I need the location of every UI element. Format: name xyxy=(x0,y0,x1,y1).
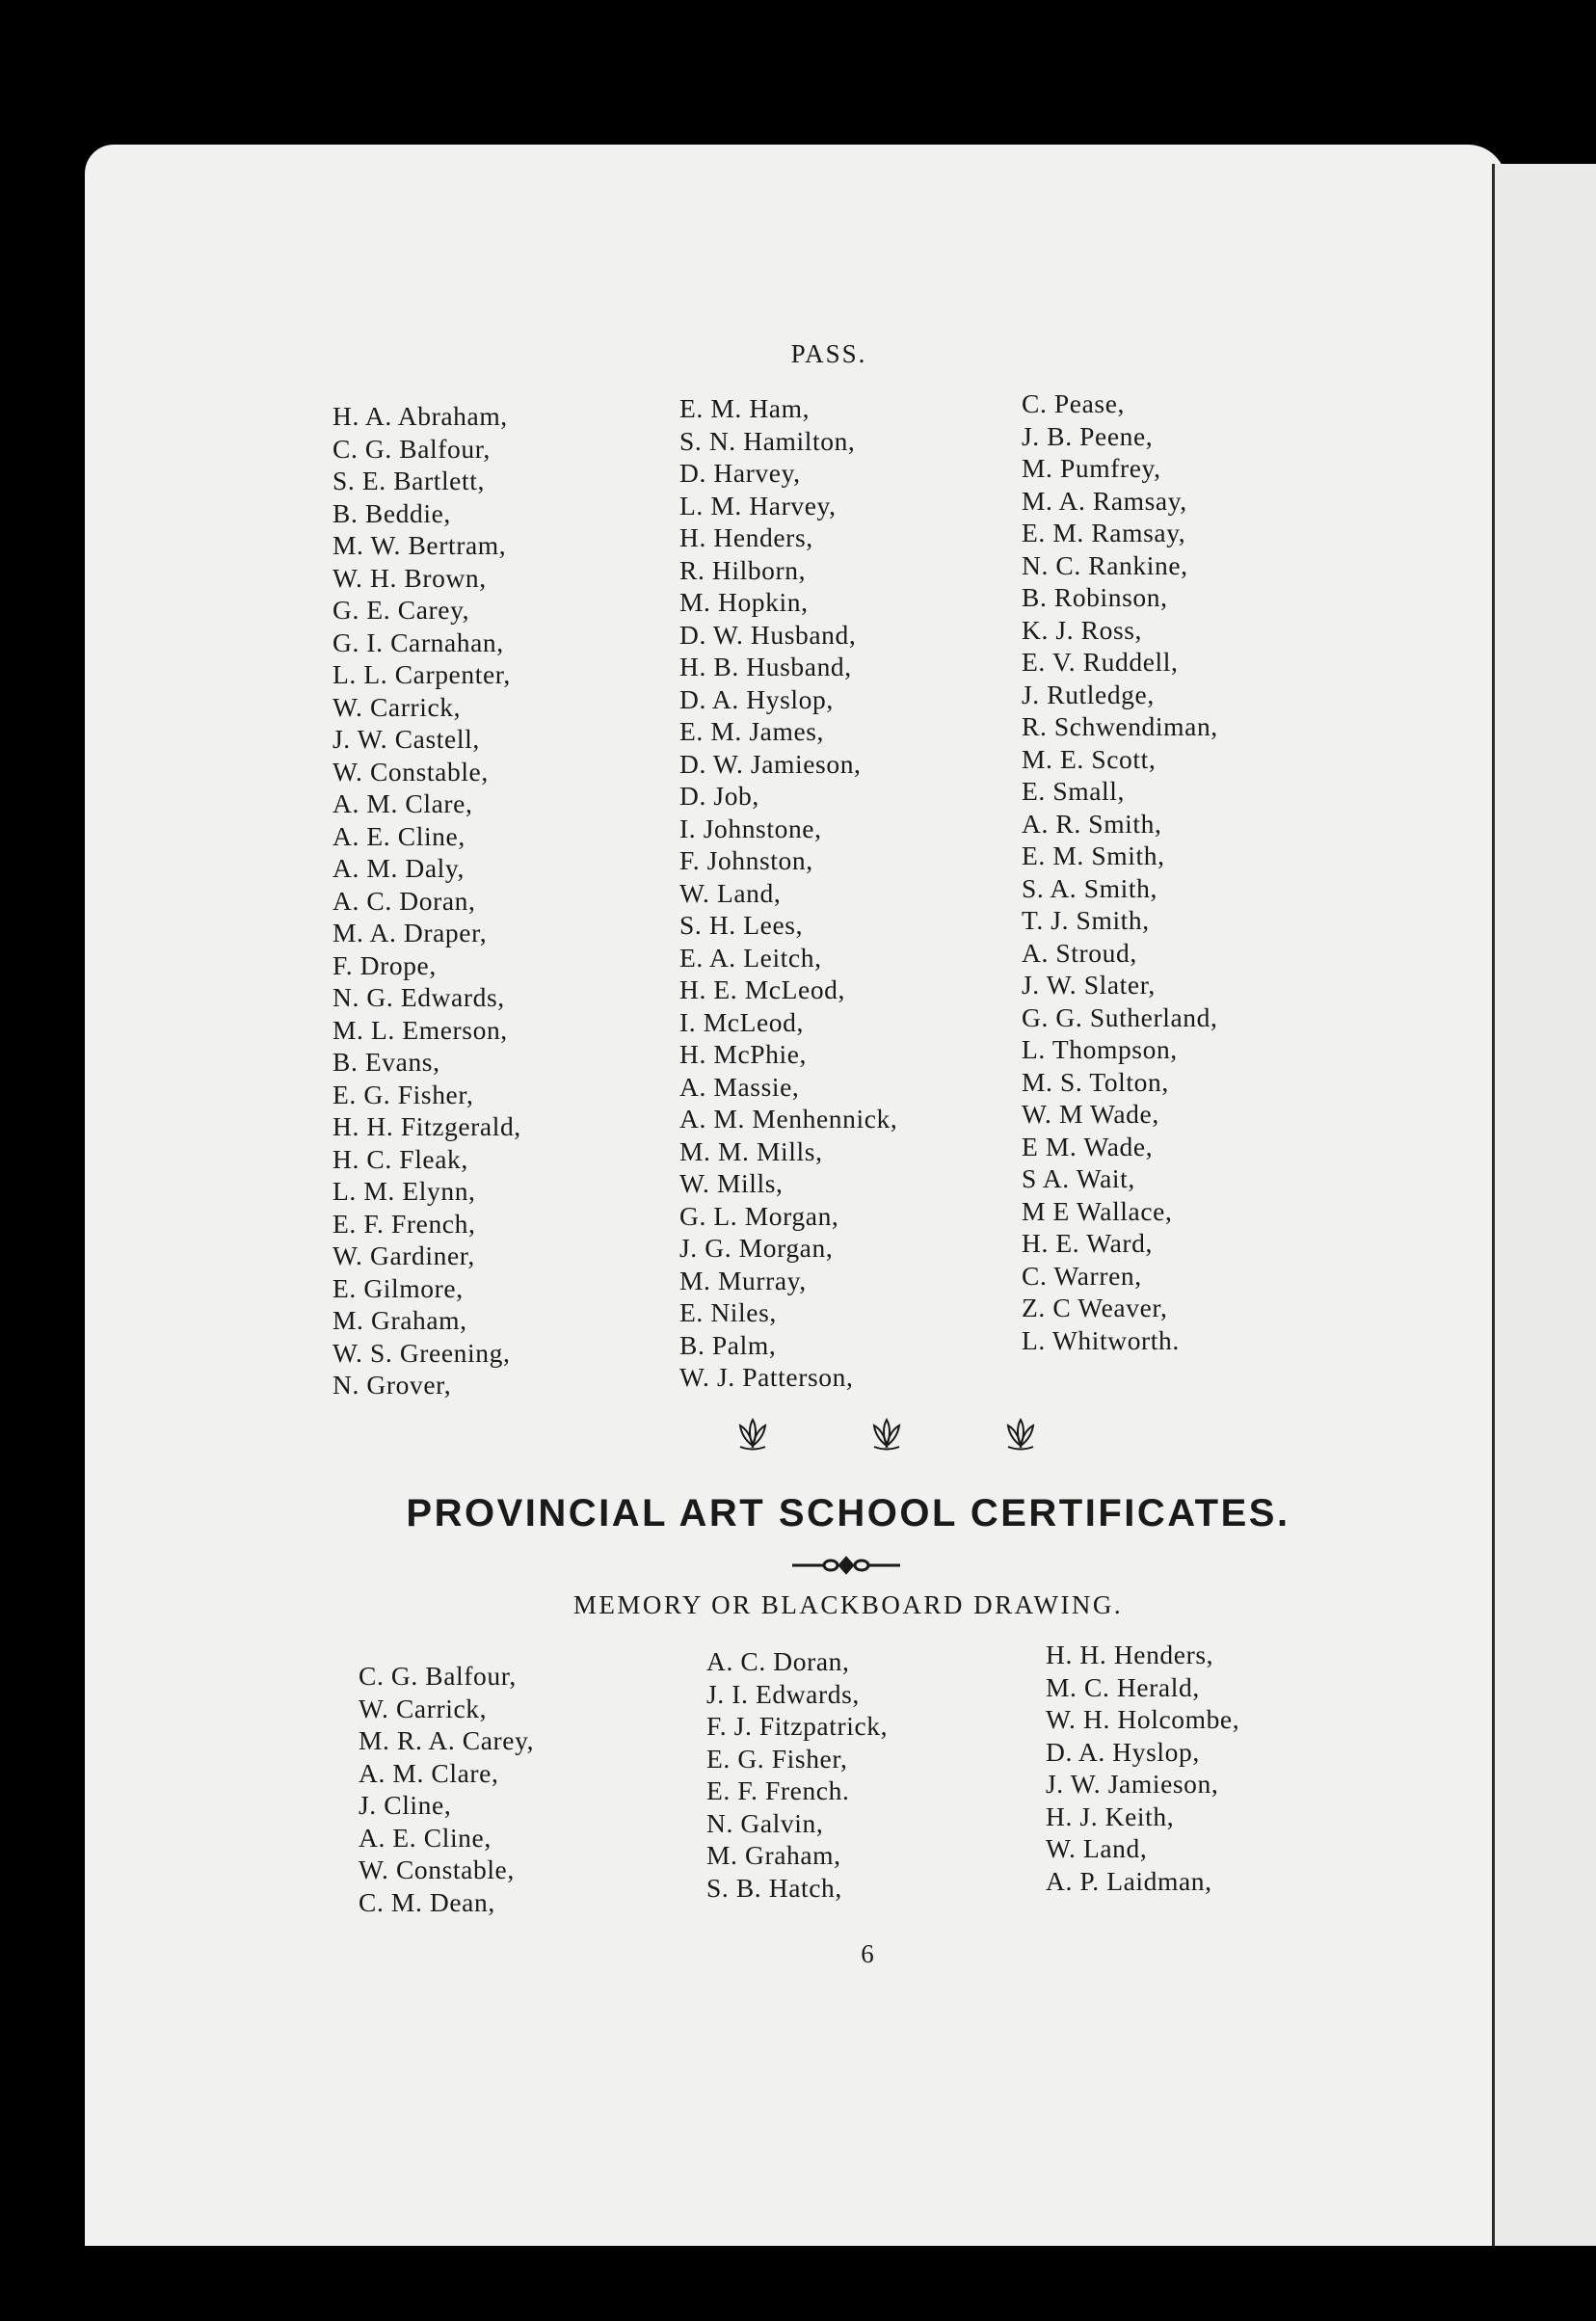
name-entry: M E Wallace, xyxy=(1022,1195,1173,1226)
name-entry: E. G. Fisher, xyxy=(706,1743,848,1774)
name-entry: L. Whitworth. xyxy=(1022,1324,1180,1355)
name-entry: E. Small, xyxy=(1022,776,1125,806)
name-entry: F. Drope, xyxy=(332,949,437,980)
name-entry: W. M Wade, xyxy=(1022,1099,1159,1129)
pass-column-1 xyxy=(332,400,521,1401)
name-entry: A. E. Cline, xyxy=(359,1822,492,1853)
page-number: 6 xyxy=(861,1939,874,1968)
name-entry: F. J. Fitzpatrick, xyxy=(706,1711,889,1741)
name-entry: M. S. Tolton, xyxy=(1022,1066,1169,1097)
name-entry: A. Stroud, xyxy=(1022,937,1137,968)
name-entry: N. G. Edwards, xyxy=(332,982,505,1012)
name-entry: N. C. Rankine, xyxy=(1022,549,1188,580)
name-entry: T. J. Smith, xyxy=(1022,905,1150,935)
name-entry: E. F. French. xyxy=(706,1775,850,1805)
lotus-flower-icon xyxy=(732,1417,773,1452)
name-entry: G. L. Morgan, xyxy=(679,1200,839,1231)
name-entry: J. G. Morgan, xyxy=(679,1233,834,1263)
pass-column-2 xyxy=(679,392,897,1394)
name-entry: M. A. Ramsay, xyxy=(1022,485,1187,516)
name-entry: I. McLeod, xyxy=(679,1006,804,1037)
name-entry: M. Hopkin, xyxy=(679,587,809,617)
name-entry: H. Henders, xyxy=(679,522,813,552)
name-entry: E. M. James, xyxy=(679,716,825,746)
name-entry: D. A. Hyslop, xyxy=(679,683,834,714)
name-entry: Z. C Weaver, xyxy=(1022,1293,1168,1322)
name-entry: E. Niles, xyxy=(679,1297,777,1327)
name-entry: C. G. Balfour, xyxy=(332,433,491,464)
name-entry: E. M. Smith, xyxy=(1022,840,1165,870)
name-entry: H. J. Keith, xyxy=(1046,1801,1175,1831)
name-entry: A. Massie, xyxy=(679,1071,800,1102)
name-entry: E. F. French, xyxy=(332,1208,476,1239)
name-entry: A. M. Daly, xyxy=(332,853,465,883)
scroll-divider-icon xyxy=(788,1553,904,1578)
name-entry: W. H. Holcombe, xyxy=(1046,1704,1240,1734)
name-entry: B. Palm, xyxy=(679,1329,777,1360)
name-entry: A. R. Smith, xyxy=(1022,808,1162,839)
name-entry: L. M. Elynn, xyxy=(332,1176,476,1206)
memory-column-3 xyxy=(1046,1639,1239,1897)
name-entry: D. W. Jamieson, xyxy=(679,748,862,779)
name-entry: D. Job, xyxy=(679,781,759,811)
name-entry: W. Carrick, xyxy=(359,1693,488,1723)
name-entry: F. Johnston, xyxy=(679,845,813,875)
lotus-flower-icon xyxy=(866,1417,907,1452)
name-entry: W. Land, xyxy=(1046,1833,1148,1863)
name-entry: S. N. Hamilton, xyxy=(679,425,856,456)
memory-column-1 xyxy=(359,1660,534,1918)
name-entry: S A. Wait, xyxy=(1022,1163,1135,1193)
name-entry: B. Evans, xyxy=(332,1047,440,1077)
name-entry: A. M. Clare, xyxy=(359,1757,499,1788)
name-entry: A. M. Clare, xyxy=(332,788,473,818)
name-entry: M. Murray, xyxy=(679,1265,807,1295)
memory-heading: MEMORY OR BLACKBOARD DRAWING. xyxy=(572,1590,1124,1619)
name-entry: G. G. Sutherland, xyxy=(1022,1001,1218,1032)
name-entry: E. V. Ruddell, xyxy=(1022,647,1179,677)
name-entry: H. A. Abraham, xyxy=(332,401,508,431)
name-entry: J. B. Peene, xyxy=(1022,420,1154,451)
name-entry: H. C. Fleak, xyxy=(332,1143,468,1174)
name-entry: J. Cline, xyxy=(359,1790,452,1820)
name-entry: E. M. Ham, xyxy=(679,393,811,423)
name-entry: J. W. Castell, xyxy=(332,724,480,754)
pass-column-3 xyxy=(1022,387,1218,1356)
name-entry: L. M. Harvey, xyxy=(679,490,837,520)
name-entry: J. I. Edwards, xyxy=(706,1678,860,1709)
name-entry: D. A. Hyslop, xyxy=(1046,1736,1200,1767)
name-entry: H. McPhie, xyxy=(679,1039,808,1069)
name-entry: E. M. Ramsay, xyxy=(1022,518,1186,547)
name-entry: A. C. Doran, xyxy=(706,1646,850,1676)
lotus-flower-icon xyxy=(1000,1417,1041,1452)
name-entry: B. Beddie, xyxy=(332,497,451,528)
name-entry: D. Harvey, xyxy=(679,458,801,488)
name-entry: W. H. Brown, xyxy=(332,562,487,593)
name-entry: M. Pumfrey, xyxy=(1022,453,1161,483)
name-entry: E. A. Leitch, xyxy=(679,942,822,973)
name-entry: C. Warren, xyxy=(1022,1260,1142,1291)
name-entry: J. Rutledge, xyxy=(1022,679,1155,709)
name-entry: K. J. Ross, xyxy=(1022,614,1143,645)
name-entry: M. W. Bertram, xyxy=(332,530,507,560)
name-entry: A. M. Menhennick, xyxy=(679,1104,898,1134)
name-entry: H. E. McLeod, xyxy=(679,974,845,1004)
name-entry: H. H. Fitzgerald, xyxy=(332,1111,521,1141)
name-entry: W. Mills, xyxy=(679,1168,784,1198)
name-entry: A. E. Cline, xyxy=(332,820,466,851)
name-entry: W. Carrick, xyxy=(332,691,462,722)
name-entry: C. Pease, xyxy=(1022,388,1125,418)
name-entry: W. Constable, xyxy=(359,1854,515,1884)
name-entry: L. L. Carpenter, xyxy=(332,659,511,689)
name-entry: H. H. Henders, xyxy=(1046,1640,1214,1669)
name-entry: W. J. Patterson, xyxy=(679,1362,854,1392)
name-entry: N. Galvin, xyxy=(706,1807,824,1838)
name-entry: A. P. Laidman, xyxy=(1046,1865,1212,1896)
lotus-ornament-row xyxy=(732,1417,1041,1452)
name-entry: J. W. Jamieson, xyxy=(1046,1769,1219,1799)
name-entry: H. B. Husband, xyxy=(679,652,852,681)
name-entry: W. Constable, xyxy=(332,756,489,787)
name-entry: G. I. Carnahan, xyxy=(332,627,504,657)
name-entry: W. Gardiner, xyxy=(332,1241,475,1270)
name-entry: E. G. Fisher, xyxy=(332,1079,474,1109)
name-entry: E. Gilmore, xyxy=(332,1272,464,1303)
name-entry: S. B. Hatch, xyxy=(706,1872,842,1903)
facing-page-edge xyxy=(1492,164,1596,2246)
name-entry: M. E. Scott, xyxy=(1022,743,1157,774)
name-entry: J. W. Slater, xyxy=(1022,970,1156,1000)
name-entry: A. C. Doran, xyxy=(332,885,476,916)
name-entry: M. R. A. Carey, xyxy=(359,1725,535,1755)
name-entry: M. Graham, xyxy=(706,1840,841,1870)
name-entry: M. L. Emerson, xyxy=(332,1014,508,1045)
section-title: PROVINCIAL ART SCHOOL CERTIFICATES. xyxy=(406,1492,1290,1534)
name-entry: R. Hilborn, xyxy=(679,554,807,585)
name-entry: M. A. Draper, xyxy=(332,918,488,947)
name-entry: N. Grover, xyxy=(332,1370,452,1400)
name-entry: M. Graham, xyxy=(332,1305,467,1335)
name-entry: C. M. Dean, xyxy=(359,1886,495,1917)
name-entry: C. G. Balfour, xyxy=(359,1661,517,1691)
name-entry: S. A. Smith, xyxy=(1022,872,1157,903)
name-entry: W. Land, xyxy=(679,877,782,908)
name-entry: I. Johnstone, xyxy=(679,813,822,843)
name-entry: M. M. Mills, xyxy=(679,1135,823,1166)
name-entry: L. Thompson, xyxy=(1022,1034,1178,1064)
name-entry: H. E. Ward, xyxy=(1022,1228,1154,1258)
memory-column-2 xyxy=(706,1645,888,1904)
name-entry: S. H. Lees, xyxy=(679,910,804,940)
name-entry: E M. Wade, xyxy=(1022,1131,1154,1161)
name-entry: R. Schwendiman, xyxy=(1022,711,1218,741)
pass-heading: PASS. xyxy=(790,339,867,368)
name-entry: D. W. Husband, xyxy=(679,619,857,650)
name-entry: M. C. Herald, xyxy=(1046,1671,1200,1702)
name-entry: W. S. Greening, xyxy=(332,1337,511,1368)
name-entry: B. Robinson, xyxy=(1022,582,1168,612)
name-entry: G. E. Carey, xyxy=(332,595,470,625)
name-entry: S. E. Bartlett, xyxy=(332,466,485,495)
